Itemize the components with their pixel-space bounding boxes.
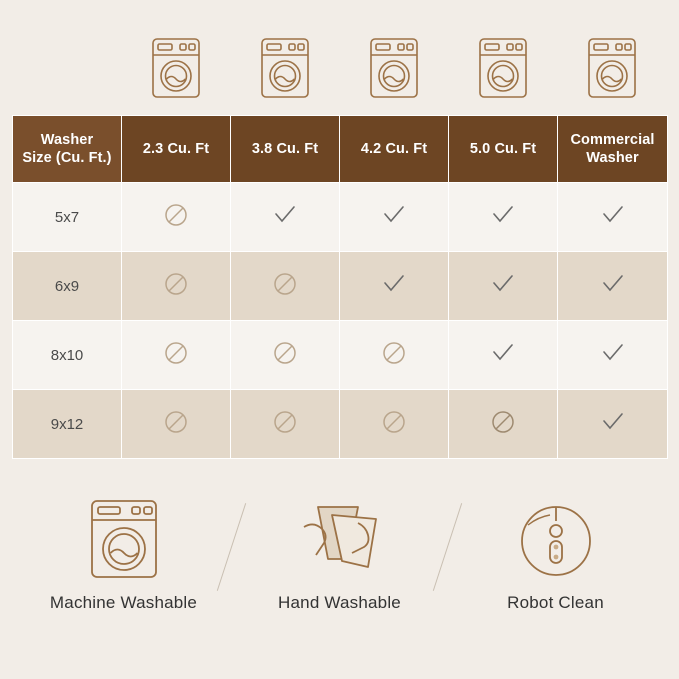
cell-6x9-3-8 xyxy=(231,252,340,321)
table-row xyxy=(13,390,668,459)
prohibited-icon xyxy=(163,202,189,228)
column-header-1: 2.3 Cu. Ft xyxy=(122,116,231,183)
column-icon-4 xyxy=(448,30,557,110)
check-icon xyxy=(600,409,626,435)
cell-8x10-2-3 xyxy=(122,321,231,390)
prohibited-icon xyxy=(272,340,298,366)
prohibited-icon xyxy=(163,271,189,297)
washing-machine-icon xyxy=(476,35,530,106)
cell-6x9-5-0 xyxy=(449,252,558,321)
prohibited-icon xyxy=(381,409,407,435)
legend-item-hand-washable xyxy=(242,495,437,613)
column-icon-row xyxy=(12,30,667,110)
check-icon xyxy=(381,271,407,297)
prohibited-icon xyxy=(272,409,298,435)
cell-8x10-4-2 xyxy=(340,321,449,390)
table-header-row xyxy=(13,116,668,183)
cell-6x9-2-3 xyxy=(122,252,231,321)
row-label: 6x9 xyxy=(13,252,122,321)
washing-machine-icon xyxy=(585,35,639,106)
washing-machine-icon xyxy=(149,35,203,106)
check-icon xyxy=(600,202,626,228)
washing-machine-icon xyxy=(367,35,421,106)
check-icon xyxy=(490,271,516,297)
column-icon-1 xyxy=(121,30,230,110)
row-label: 9x12 xyxy=(13,390,122,459)
cell-9x12-5-0 xyxy=(449,390,558,459)
cell-5x7-4-2 xyxy=(340,183,449,252)
washing-machine-icon xyxy=(86,496,162,587)
check-icon xyxy=(490,202,516,228)
cell-9x12-commercial xyxy=(558,390,668,459)
column-icon-5 xyxy=(557,30,666,110)
check-icon xyxy=(600,271,626,297)
legend-art xyxy=(86,495,162,587)
care-legend xyxy=(0,495,679,645)
prohibited-icon xyxy=(381,340,407,366)
table-row xyxy=(13,321,668,390)
prohibited-icon xyxy=(163,409,189,435)
cell-6x9-commercial xyxy=(558,252,668,321)
cell-6x9-4-2 xyxy=(340,252,449,321)
prohibited-icon xyxy=(163,340,189,366)
cell-5x7-3-8 xyxy=(231,183,340,252)
legend-item-robot-clean xyxy=(458,495,653,613)
cell-9x12-3-8 xyxy=(231,390,340,459)
legend-item-machine-washable xyxy=(26,495,221,613)
legend-label: Machine Washable xyxy=(49,593,198,612)
legend-label: Robot Clean xyxy=(507,593,604,612)
icon-row-spacer xyxy=(12,30,121,110)
corner-header-line1: Washer xyxy=(40,131,94,148)
cell-5x7-2-3 xyxy=(122,183,231,252)
row-label: 8x10 xyxy=(13,321,122,390)
prohibited-icon xyxy=(490,409,516,435)
cell-9x12-2-3 xyxy=(122,390,231,459)
washer-size-table xyxy=(12,115,668,459)
check-icon xyxy=(381,202,407,228)
washing-machine-icon xyxy=(258,35,312,106)
cell-8x10-5-0 xyxy=(449,321,558,390)
check-icon xyxy=(490,340,516,366)
legend-label: Hand Washable xyxy=(278,593,401,612)
column-header-5: Commercial Washer xyxy=(558,116,668,183)
check-icon xyxy=(272,202,298,228)
corner-header-line2: Size (Cu. Ft.) xyxy=(22,150,112,166)
cell-5x7-5-0 xyxy=(449,183,558,252)
cell-5x7-commercial xyxy=(558,183,668,252)
prohibited-icon xyxy=(272,271,298,297)
cell-9x12-4-2 xyxy=(340,390,449,459)
row-label: 5x7 xyxy=(13,183,122,252)
hand-wash-icon xyxy=(288,497,392,586)
robot-vacuum-icon xyxy=(510,497,602,586)
table-row xyxy=(13,183,668,252)
cell-8x10-commercial xyxy=(558,321,668,390)
column-header-2: 3.8 Cu. Ft xyxy=(231,116,340,183)
cell-8x10-3-8 xyxy=(231,321,340,390)
column-icon-2 xyxy=(230,30,339,110)
legend-art xyxy=(288,495,392,587)
column-header-4: 5.0 Cu. Ft xyxy=(449,116,558,183)
legend-art xyxy=(510,495,602,587)
corner-header xyxy=(13,116,122,183)
table-row xyxy=(13,252,668,321)
table-body xyxy=(13,183,668,459)
column-header-3: 4.2 Cu. Ft xyxy=(340,116,449,183)
column-icon-3 xyxy=(339,30,448,110)
check-icon xyxy=(600,340,626,366)
